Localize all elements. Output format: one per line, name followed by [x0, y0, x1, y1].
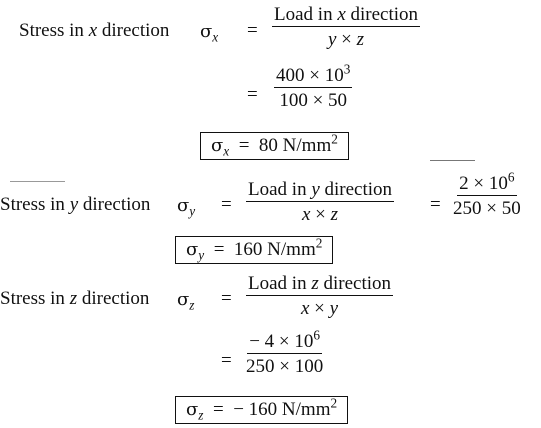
num-text: Load in — [248, 179, 312, 200]
z-values-denominator: 250 × 100 — [246, 356, 324, 377]
y-result-box — [175, 236, 333, 264]
x-fraction-values — [274, 61, 352, 111]
den-times: × — [310, 204, 331, 225]
sigma-subscript: z — [189, 297, 195, 313]
y-equals-1: = — [221, 194, 232, 215]
sigma-subscript: z — [198, 407, 204, 423]
sigma-glyph: σ — [211, 135, 224, 156]
den-times: × — [336, 29, 357, 50]
num-exp: 3 — [343, 61, 351, 77]
sigma-x-symbol — [200, 21, 219, 45]
y-result-value: 160 N/mm — [233, 239, 316, 260]
x-values-numerator — [274, 61, 352, 88]
x-stress-label — [19, 21, 169, 40]
result-equals: = — [213, 239, 225, 260]
x-result-box — [200, 132, 349, 160]
sigma-y-symbol — [177, 195, 196, 219]
z-result-box — [175, 396, 348, 424]
num-text: Load in — [274, 4, 338, 25]
sigma-glyph: σ — [200, 21, 213, 42]
z-fraction-values — [246, 327, 324, 377]
y-label-pre: Stress in — [0, 194, 70, 215]
y-fraction-load-over-dims — [246, 180, 394, 224]
den-times: × — [309, 298, 330, 319]
y-result-exp: 2 — [315, 235, 323, 251]
num-text-post: direction — [345, 4, 419, 25]
x-result-value: 80 N/mm — [258, 135, 332, 156]
num-text-post: direction — [319, 179, 393, 200]
sigma-subscript: y — [198, 247, 205, 263]
y-fraction-values — [453, 169, 521, 219]
num-exp: 6 — [507, 169, 515, 185]
x-label-post: direction — [97, 20, 170, 41]
y-values-denominator: 250 × 50 — [453, 198, 521, 219]
sigma-subscript: x — [223, 143, 230, 159]
den-var-a: x — [301, 204, 311, 225]
num-base: 2 × 10 — [459, 173, 508, 194]
y-equals-2: = — [430, 194, 441, 215]
z-result-value: − 160 N/mm — [233, 399, 331, 420]
num-exp: 6 — [313, 327, 321, 343]
x-equals-2: = — [247, 84, 258, 105]
den-var-b: z — [330, 204, 339, 225]
sigma-subscript: x — [212, 29, 219, 45]
y-stress-label — [0, 195, 150, 214]
sigma-glyph: σ — [186, 239, 199, 260]
z-equals-1: = — [221, 288, 232, 309]
z-label-var: z — [69, 288, 78, 309]
num-base: 400 × 10 — [276, 65, 344, 86]
x-fraction-denominator — [328, 27, 364, 49]
y-label-post: direction — [78, 194, 151, 215]
x-fraction-load-over-dims — [272, 5, 420, 49]
z-stress-label — [0, 289, 149, 308]
z-equals-2: = — [221, 350, 232, 371]
num-var: z — [311, 273, 319, 294]
scan-artifact-2 — [10, 181, 65, 182]
z-fraction-denominator — [301, 296, 338, 318]
x-equals-1: = — [247, 20, 258, 41]
z-values-numerator — [247, 327, 322, 354]
sigma-subscript: y — [189, 203, 196, 219]
den-var-a: y — [327, 29, 337, 50]
sigma-glyph: σ — [186, 399, 199, 420]
den-var-b: z — [356, 29, 365, 50]
num-var: y — [311, 179, 320, 200]
sigma-z-symbol — [177, 289, 195, 313]
z-fraction-load-over-dims — [246, 274, 393, 318]
result-equals: = — [212, 399, 224, 420]
num-text: Load in — [248, 273, 312, 294]
z-label-post: direction — [77, 288, 150, 309]
z-label-pre: Stress in — [0, 288, 70, 309]
num-base: − 4 × 10 — [249, 331, 314, 352]
x-values-denominator: 100 × 50 — [279, 90, 348, 111]
y-fraction-denominator — [302, 202, 338, 224]
sigma-glyph: σ — [177, 289, 190, 310]
sigma-glyph: σ — [177, 195, 190, 216]
num-text-post: direction — [318, 273, 392, 294]
y-values-numerator — [457, 169, 516, 196]
num-var: x — [337, 4, 346, 25]
z-fraction-numerator — [246, 274, 393, 296]
x-fraction-numerator — [272, 5, 420, 27]
x-label-pre: Stress in — [19, 20, 89, 41]
y-label-var: y — [69, 194, 79, 215]
scan-artifact-1 — [430, 160, 475, 161]
x-label-var: x — [88, 20, 98, 41]
den-var-b: y — [329, 298, 339, 319]
y-fraction-numerator — [246, 180, 394, 202]
result-equals: = — [238, 135, 250, 156]
x-result-exp: 2 — [331, 131, 338, 147]
den-var-a: x — [300, 298, 310, 319]
z-result-exp: 2 — [330, 395, 338, 411]
